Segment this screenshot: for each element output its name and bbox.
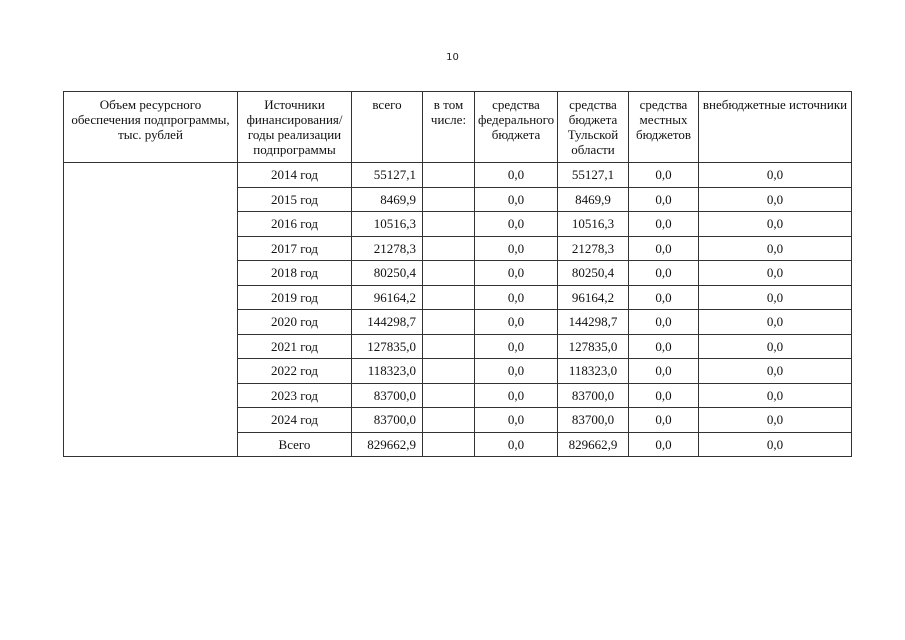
cell-including	[423, 310, 475, 335]
cell-extra: 0,0	[699, 261, 852, 286]
table-header-row	[64, 92, 852, 163]
cell-regional: 127835,0	[558, 334, 629, 359]
cell-extra: 0,0	[699, 285, 852, 310]
cell-extra: 0,0	[699, 334, 852, 359]
cell-label: 2017 год	[238, 236, 352, 261]
cell-regional: 118323,0	[558, 359, 629, 384]
cell-label: 2016 год	[238, 212, 352, 237]
cell-extra: 0,0	[699, 359, 852, 384]
cell-label: 2021 год	[238, 334, 352, 359]
cell-including	[423, 187, 475, 212]
cell-including	[423, 383, 475, 408]
header-federal: средства федерального бюджета	[475, 92, 558, 163]
funding-table	[63, 91, 852, 457]
cell-regional: 8469,9	[558, 187, 629, 212]
cell-extra: 0,0	[699, 187, 852, 212]
cell-federal: 0,0	[475, 334, 558, 359]
cell-including	[423, 334, 475, 359]
header-sources: Источники финансирования/ годы реализации подпрограммы	[238, 92, 352, 163]
cell-federal: 0,0	[475, 187, 558, 212]
cell-total: 118323,0	[352, 359, 423, 384]
cell-total: 21278,3	[352, 236, 423, 261]
cell-regional: 83700,0	[558, 408, 629, 433]
cell-total: 127835,0	[352, 334, 423, 359]
cell-including	[423, 359, 475, 384]
cell-extra: 0,0	[699, 408, 852, 433]
cell-including	[423, 261, 475, 286]
cell-local: 0,0	[629, 187, 699, 212]
cell-regional: 55127,1	[558, 163, 629, 188]
cell-including	[423, 408, 475, 433]
header-extra: внебюджетные источники	[699, 92, 852, 163]
cell-local: 0,0	[629, 163, 699, 188]
cell-total: 83700,0	[352, 383, 423, 408]
cell-local: 0,0	[629, 408, 699, 433]
cell-regional: 83700,0	[558, 383, 629, 408]
header-total: всего	[352, 92, 423, 163]
table-row	[64, 163, 852, 188]
cell-label: 2015 год	[238, 187, 352, 212]
cell-federal: 0,0	[475, 359, 558, 384]
cell-extra: 0,0	[699, 236, 852, 261]
cell-total: 144298,7	[352, 310, 423, 335]
cell-extra: 0,0	[699, 432, 852, 457]
cell-total: 829662,9	[352, 432, 423, 457]
cell-regional: 144298,7	[558, 310, 629, 335]
cell-local: 0,0	[629, 261, 699, 286]
cell-label: 2018 год	[238, 261, 352, 286]
cell-label: 2024 год	[238, 408, 352, 433]
cell-label: 2019 год	[238, 285, 352, 310]
cell-federal: 0,0	[475, 310, 558, 335]
cell-including	[423, 212, 475, 237]
cell-total: 80250,4	[352, 261, 423, 286]
cell-label: 2014 год	[238, 163, 352, 188]
cell-regional: 10516,3	[558, 212, 629, 237]
cell-federal: 0,0	[475, 236, 558, 261]
header-including: в том числе:	[423, 92, 475, 163]
cell-including	[423, 236, 475, 261]
cell-regional: 829662,9	[558, 432, 629, 457]
cell-including	[423, 432, 475, 457]
cell-local: 0,0	[629, 310, 699, 335]
cell-label: Всего	[238, 432, 352, 457]
cell-extra: 0,0	[699, 383, 852, 408]
cell-local: 0,0	[629, 359, 699, 384]
cell-federal: 0,0	[475, 285, 558, 310]
cell-total: 83700,0	[352, 408, 423, 433]
cell-extra: 0,0	[699, 163, 852, 188]
cell-total: 96164,2	[352, 285, 423, 310]
cell-label: 2023 год	[238, 383, 352, 408]
cell-regional: 21278,3	[558, 236, 629, 261]
cell-federal: 0,0	[475, 408, 558, 433]
cell-local: 0,0	[629, 334, 699, 359]
cell-local: 0,0	[629, 383, 699, 408]
cell-total: 55127,1	[352, 163, 423, 188]
cell-federal: 0,0	[475, 432, 558, 457]
header-regional: средства бюджета Тульской области	[558, 92, 629, 163]
page-number: 10	[446, 52, 459, 63]
cell-extra: 0,0	[699, 310, 852, 335]
cell-federal: 0,0	[475, 261, 558, 286]
cell-federal: 0,0	[475, 383, 558, 408]
cell-including	[423, 163, 475, 188]
cell-federal: 0,0	[475, 212, 558, 237]
cell-regional: 96164,2	[558, 285, 629, 310]
cell-local: 0,0	[629, 285, 699, 310]
cell-total: 8469,9	[352, 187, 423, 212]
cell-label: 2022 год	[238, 359, 352, 384]
cell-regional: 80250,4	[558, 261, 629, 286]
cell-federal: 0,0	[475, 163, 558, 188]
cell-local: 0,0	[629, 432, 699, 457]
header-local: средства местных бюджетов	[629, 92, 699, 163]
volume-cell	[64, 163, 238, 457]
header-volume: Объем ресурсного обеспечения подпрограммы, тыс. рублей	[64, 92, 238, 163]
cell-label: 2020 год	[238, 310, 352, 335]
cell-local: 0,0	[629, 212, 699, 237]
cell-local: 0,0	[629, 236, 699, 261]
cell-total: 10516,3	[352, 212, 423, 237]
cell-including	[423, 285, 475, 310]
cell-extra: 0,0	[699, 212, 852, 237]
